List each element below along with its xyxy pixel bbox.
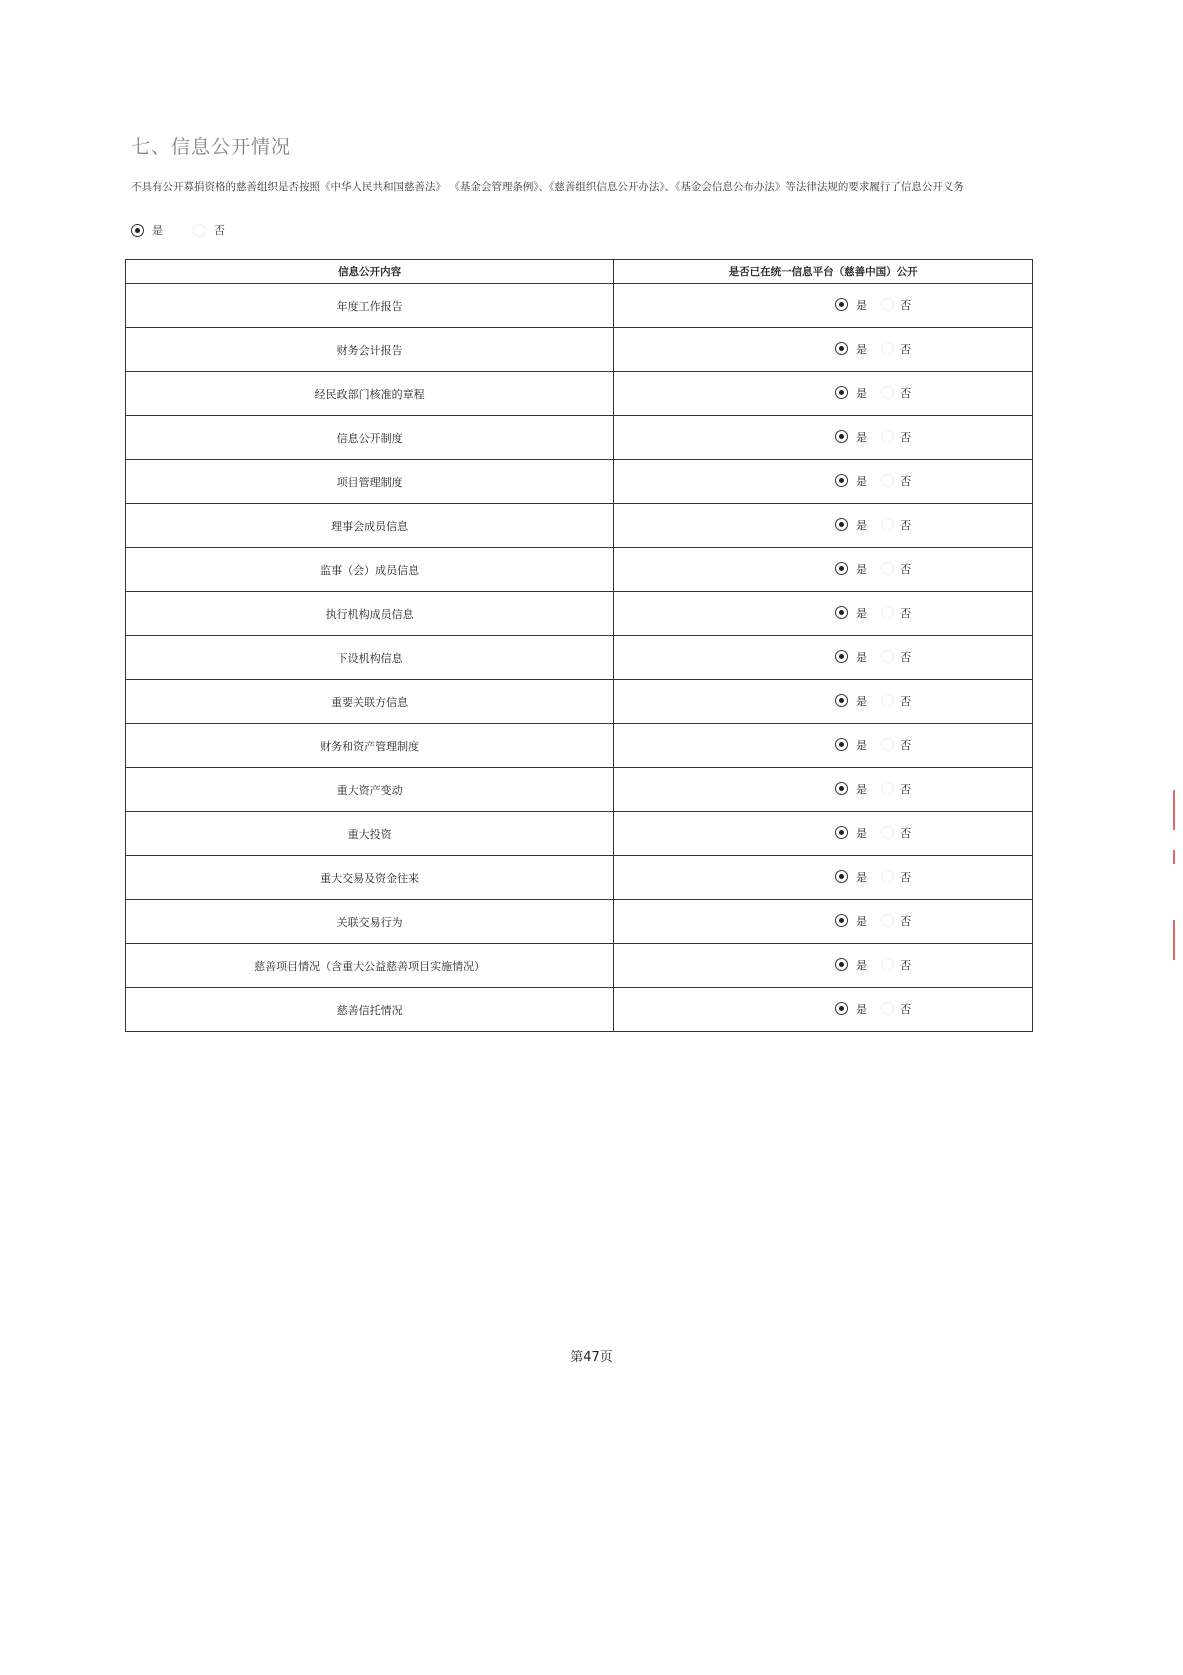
radio-yes-icon[interactable]	[835, 870, 848, 883]
row-item-label: 重大交易及资金往来	[126, 856, 614, 900]
row-item-label: 慈善项目情况（含重大公益慈善项目实施情况）	[126, 944, 614, 988]
row-yes-no-cell	[614, 328, 1033, 372]
yes-no-radio-group	[835, 913, 911, 929]
radio-no-icon[interactable]	[881, 914, 894, 927]
radio-yes-icon[interactable]	[835, 562, 848, 575]
table-row	[126, 328, 1033, 372]
no-label: 否	[900, 386, 912, 400]
radio-no-icon[interactable]	[881, 1002, 894, 1015]
row-yes-no-cell	[614, 988, 1033, 1032]
table-row	[126, 636, 1033, 680]
yes-label: 是	[856, 914, 868, 928]
yes-label: 是	[856, 738, 868, 752]
radio-yes-icon[interactable]	[835, 1002, 848, 1015]
section-title: 七、信息公开情况	[131, 136, 292, 158]
no-label: 否	[900, 518, 912, 532]
row-item-label: 执行机构成员信息	[126, 592, 614, 636]
row-item-label: 重要关联方信息	[126, 680, 614, 724]
row-item-label: 经民政部门核准的章程	[126, 372, 614, 416]
yes-no-radio-group	[835, 957, 911, 973]
radio-no-icon[interactable]	[881, 782, 894, 795]
radio-no-icon[interactable]	[881, 298, 894, 311]
radio-no-icon[interactable]	[881, 474, 894, 487]
row-yes-no-cell	[614, 504, 1033, 548]
no-label: 否	[900, 562, 912, 576]
row-item-label: 监事（会）成员信息	[126, 548, 614, 592]
yes-label: 是	[856, 958, 868, 972]
radio-yes-icon[interactable]	[835, 958, 848, 971]
row-yes-no-cell	[614, 592, 1033, 636]
no-label: 否	[900, 430, 912, 444]
radio-no-icon[interactable]	[881, 650, 894, 663]
yes-label: 是	[856, 430, 868, 444]
table-row	[126, 460, 1033, 504]
yes-no-radio-group	[835, 517, 911, 533]
disclosure-table	[125, 259, 1033, 1032]
radio-no-icon[interactable]	[881, 342, 894, 355]
radio-yes-icon[interactable]	[131, 224, 144, 237]
yes-label: 是	[856, 1002, 868, 1016]
radio-no-icon[interactable]	[881, 870, 894, 883]
yes-no-radio-group	[835, 1001, 911, 1017]
top-yes-no-choice	[131, 222, 225, 238]
row-yes-no-cell	[614, 768, 1033, 812]
row-item-label: 慈善信托情况	[126, 988, 614, 1032]
row-item-label: 下设机构信息	[126, 636, 614, 680]
no-label: 否	[900, 1002, 912, 1016]
intro-paragraph: 不具有公开募捐资格的慈善组织是否按照《中华人民共和国慈善法》 《基金会管理条例》、《慈善组织信息公开办法》、《基金会信息公布办法》等法律法规的要求履行了信息公开义务	[131, 181, 964, 193]
table-body	[126, 284, 1033, 1032]
radio-no-icon[interactable]	[881, 738, 894, 751]
header-content: 信息公开内容	[126, 260, 614, 284]
yes-label: 是	[856, 606, 868, 620]
row-item-label: 项目管理制度	[126, 460, 614, 504]
radio-yes-icon[interactable]	[835, 342, 848, 355]
radio-yes-icon[interactable]	[835, 782, 848, 795]
row-yes-no-cell	[614, 812, 1033, 856]
radio-yes-icon[interactable]	[835, 738, 848, 751]
table-row	[126, 724, 1033, 768]
row-yes-no-cell	[614, 548, 1033, 592]
row-item-label: 年度工作报告	[126, 284, 614, 328]
no-label: 否	[900, 474, 912, 488]
table-row	[126, 548, 1033, 592]
row-yes-no-cell	[614, 724, 1033, 768]
no-label: 否	[900, 958, 912, 972]
radio-yes-icon[interactable]	[835, 474, 848, 487]
no-label: 否	[900, 826, 912, 840]
page-number: 第47页	[570, 1350, 613, 1365]
yes-no-radio-group	[835, 429, 911, 445]
radio-no-icon[interactable]	[881, 826, 894, 839]
row-yes-no-cell	[614, 680, 1033, 724]
radio-no-icon[interactable]	[881, 958, 894, 971]
row-yes-no-cell	[614, 460, 1033, 504]
table-row	[126, 284, 1033, 328]
table-row	[126, 372, 1033, 416]
yes-label: 是	[856, 518, 868, 532]
no-label: 否	[900, 606, 912, 620]
choice-yes-label: 是	[152, 224, 163, 237]
yes-no-radio-group	[835, 737, 911, 753]
no-label: 否	[900, 914, 912, 928]
radio-yes-icon[interactable]	[835, 518, 848, 531]
yes-no-radio-group	[835, 473, 911, 489]
table-row	[126, 768, 1033, 812]
radio-yes-icon[interactable]	[835, 650, 848, 663]
yes-no-radio-group	[835, 693, 911, 709]
row-yes-no-cell	[614, 856, 1033, 900]
row-item-label: 信息公开制度	[126, 416, 614, 460]
row-item-label: 关联交易行为	[126, 900, 614, 944]
table-row	[126, 988, 1033, 1032]
yes-label: 是	[856, 562, 868, 576]
yes-label: 是	[856, 694, 868, 708]
table-row	[126, 680, 1033, 724]
no-label: 否	[900, 342, 912, 356]
radio-no-icon[interactable]	[881, 430, 894, 443]
yes-label: 是	[856, 650, 868, 664]
table-row	[126, 504, 1033, 548]
header-published: 是否已在统一信息平台（慈善中国）公开	[614, 260, 1033, 284]
table-row	[126, 812, 1033, 856]
no-label: 否	[900, 298, 912, 312]
radio-no-icon[interactable]	[193, 224, 206, 237]
row-yes-no-cell	[614, 284, 1033, 328]
radio-yes-icon[interactable]	[835, 914, 848, 927]
yes-no-radio-group	[835, 825, 911, 841]
choice-no-label: 否	[214, 224, 225, 237]
yes-no-radio-group	[835, 341, 911, 357]
yes-no-radio-group	[835, 605, 911, 621]
yes-no-radio-group	[835, 869, 911, 885]
radio-yes-icon[interactable]	[835, 826, 848, 839]
yes-label: 是	[856, 298, 868, 312]
scan-edge-mark	[1173, 920, 1175, 960]
yes-no-radio-group	[835, 297, 911, 313]
radio-no-icon[interactable]	[881, 518, 894, 531]
row-yes-no-cell	[614, 372, 1033, 416]
row-item-label: 财务会计报告	[126, 328, 614, 372]
radio-yes-icon[interactable]	[835, 298, 848, 311]
no-label: 否	[900, 694, 912, 708]
yes-label: 是	[856, 870, 868, 884]
row-item-label: 财务和资产管理制度	[126, 724, 614, 768]
radio-yes-icon[interactable]	[835, 694, 848, 707]
yes-no-radio-group	[835, 781, 911, 797]
table-row	[126, 416, 1033, 460]
radio-yes-icon[interactable]	[835, 430, 848, 443]
radio-no-icon[interactable]	[881, 386, 894, 399]
row-yes-no-cell	[614, 944, 1033, 988]
scan-edge-mark	[1173, 790, 1175, 830]
table-row	[126, 944, 1033, 988]
radio-no-icon[interactable]	[881, 562, 894, 575]
table-row	[126, 856, 1033, 900]
row-item-label: 重大投资	[126, 812, 614, 856]
no-label: 否	[900, 650, 912, 664]
radio-no-icon[interactable]	[881, 694, 894, 707]
row-item-label: 理事会成员信息	[126, 504, 614, 548]
radio-no-icon[interactable]	[881, 606, 894, 619]
row-yes-no-cell	[614, 900, 1033, 944]
row-item-label: 重大资产变动	[126, 768, 614, 812]
scan-edge-mark	[1173, 850, 1175, 864]
table-header-row	[126, 260, 1033, 284]
yes-no-radio-group	[835, 385, 911, 401]
row-yes-no-cell	[614, 636, 1033, 680]
yes-no-radio-group	[835, 649, 911, 665]
table-row	[126, 592, 1033, 636]
yes-label: 是	[856, 474, 868, 488]
row-yes-no-cell	[614, 416, 1033, 460]
no-label: 否	[900, 738, 912, 752]
radio-yes-icon[interactable]	[835, 386, 848, 399]
no-label: 否	[900, 870, 912, 884]
yes-label: 是	[856, 826, 868, 840]
no-label: 否	[900, 782, 912, 796]
yes-label: 是	[856, 342, 868, 356]
yes-label: 是	[856, 386, 868, 400]
table-row	[126, 900, 1033, 944]
yes-no-radio-group	[835, 561, 911, 577]
yes-label: 是	[856, 782, 868, 796]
radio-yes-icon[interactable]	[835, 606, 848, 619]
